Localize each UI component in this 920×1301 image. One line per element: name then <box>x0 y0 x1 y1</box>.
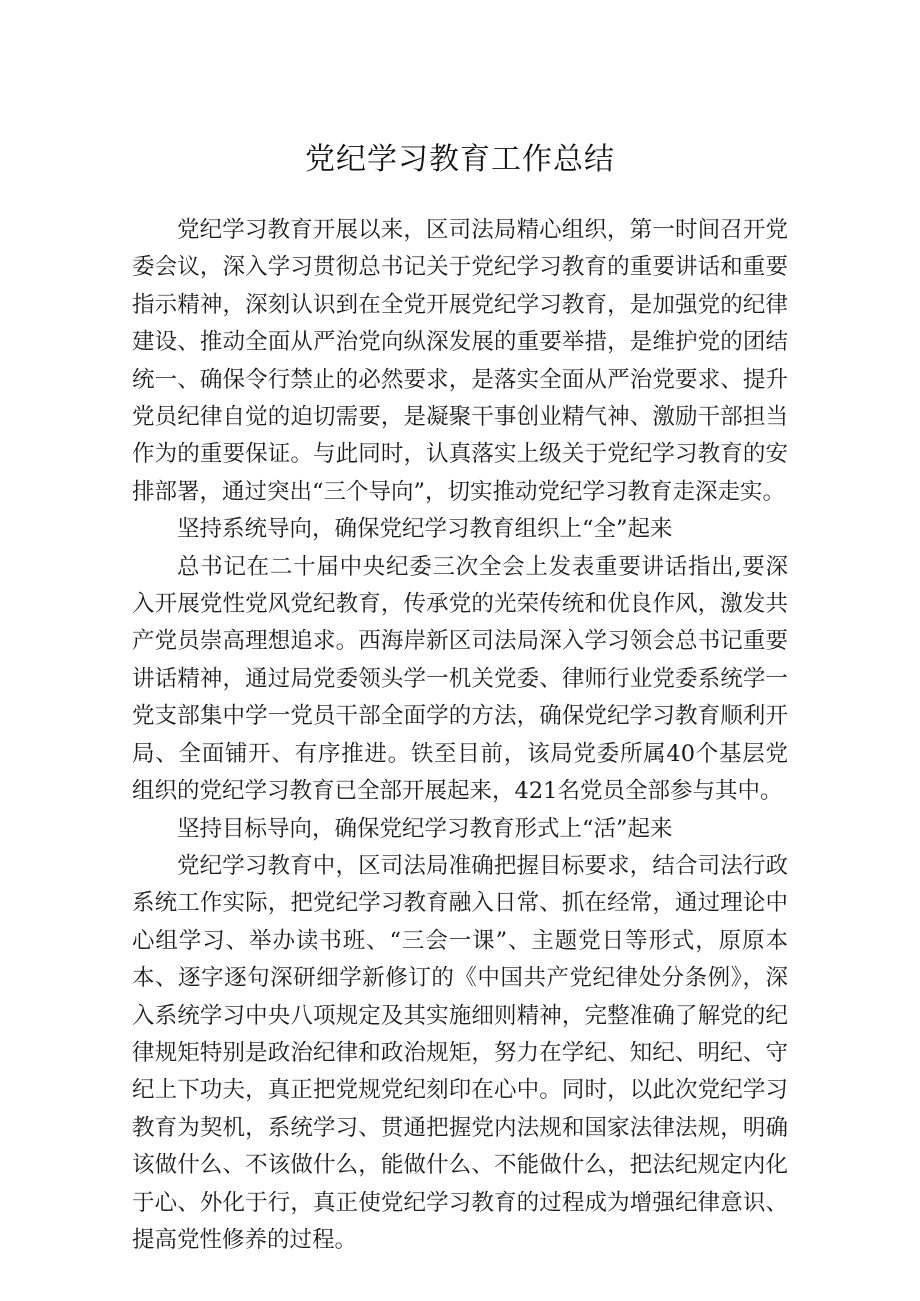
section-heading-system: 坚持系统导向，确保党纪学习教育组织上“全”起来 <box>177 516 673 543</box>
paragraph-intro: 党纪学习教育开展以来，区司法局精心组织，第一时间召开党委会议，深入学习贯彻总书记关于党纪学习教育的重要讲话和重要指示精神，深刻认识到在全党开展党纪学习教育，是加强党的纪律建设、推动全面从严治党向纵深发展的重要举措，是维护党的团结统一、确保令行禁止的必然要求，是落实全面从严治党要求、提升党员纪律自觉的迫切需要，是凝聚干事创业精气神、激励干部担当作为的重要保证。与此同时，认真落实上级关于党纪学习教育的安排部署，通过突出“三个导向”，切实推动党纪学习教育走深走实。 <box>132 217 788 505</box>
paragraph-system: 总书记在二十届中央纪委三次全会上发表重要讲话指出,要深入开展党性党风党纪教育，传承党的光荣传统和优良作风，激发共产党员崇高理想追求。西海岸新区司法局深入学习领会总书记重要讲话精神，通过局党委领头学一机关党委、律师行业党委系统学一党支部集中学一党员干部全面学的方法，确保党纪学习教育顺利开局、全面铺开、有序推进。铁至目前，该局党委所属40个基层党组织的党纪学习教育已全部开展起来，421名党员全部参与其中。 <box>132 553 788 805</box>
section-heading-goal: 坚持目标导向，确保党纪学习教育形式上“活”起来 <box>177 815 673 842</box>
paragraph-goal: 党纪学习教育中，区司法局准确把握目标要求，结合司法行政系统工作实际，把党纪学习教育融入日常、抓在经常，通过理论中心组学习、举办读书班、“三会一课”、主题党日等形式，原原本本、逐字逐句深研细学新修订的《中国共产党纪律处分条例》，深入系统学习中央八项规定及其实施细则精神，完整准确了解党的纪律规矩特别是政治纪律和政治规矩，努力在学纪、知纪、明纪、守纪上下功夫，真正把党规党纪刻印在心中。同时，以此次党纪学习教育为契机，系统学习、贯通把握党内法规和国家法律法规，明确该做什么、不该做什么，能做什么、不能做什么，把法纪规定内化于心、外化于行，真正使党纪学习教育的过程成为增强纪律意识、提高党性修养的过程。 <box>132 852 788 1253</box>
document-body <box>132 212 788 1259</box>
document-title: 党纪学习教育工作总结 <box>305 142 615 177</box>
